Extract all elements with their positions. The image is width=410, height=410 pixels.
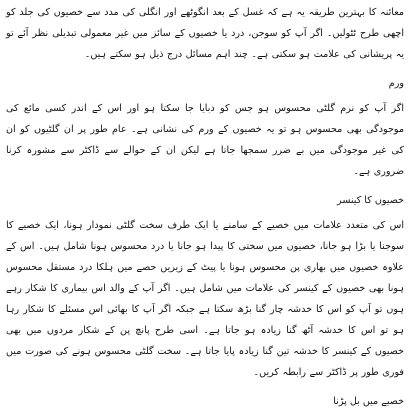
spacer (6, 383, 404, 391)
section-body-testicular-cancer: اس کی متعدد علامات میں خصیے کے سامنے یا ایک طرف سخت گلٹی نمودار ہونا، ایک خصیے کا سوجنا یا بڑا ہو جانا، خصیوں میں سختی کا پیدا ہو جانا یا درد محسوس ہونا شامل ہیں۔ اس کے علاوہ خصیوں میں بھاری پن محسوس ہونا یا پیٹ کے زیریں حصے میں ہلکا درد مستقل محسوس ہونا بھی خصیوں کے کینسر کی علامات میں شامل ہیں۔ اگر آپ کے والد اس بیماری کا شکار رہے ہوں تو آپ کو اس کا خدشہ چار گنا بڑھ سکتا ہے جبکہ اگر آپ کا بھائی اس مسئلے کا شکار رہا ہو تو اس کا خدشہ آٹھ گنا زیادہ ہو جاتا ہے۔ اسی طرح پانچ پن کے شکار مردوں میں بھی خصیوں کے کینسر کا خدشہ تین گنا زیادہ پایا جاتا ہے۔ سخت گلٹی محسوس ہونے کی صورت میں فوری طور پر ڈاکٹر سے رابطہ کریں۔ (6, 220, 404, 378)
spacer (6, 182, 404, 190)
section-heading-torsion: خصیے میں بل پڑنا (333, 396, 404, 407)
section-heading-swelling: ورم (388, 78, 404, 89)
section-heading-testicular-cancer: خصیوں کا کینسر (337, 195, 404, 206)
spacer (6, 65, 404, 73)
section-body-swelling: اگر آپ کو نرم گلٹی محسوس ہو جس کو دبایا جا سکتا ہو اور اس کے اندر کسی مائع کی موجودگی بھی محسوس ہو تو یہ خصیوں کے ورم کی نشانی ہے۔ عام طور پر ان گلٹیوں کو ان کی غیر موجودگی میں بے ضرر سمجھا جاتا ہے لیکن ان کے حوالے سے ڈاکٹر سے مشورہ کرنا ضروری ہے۔ (6, 103, 404, 177)
intro-paragraph: معائنہ کا بہترین طریقہ یہ ہے کہ غسل کے بعد انگوٹھے اور انگلی کی مدد سے خصیوں کی جلد کو اچھی طرح ٹٹولیں۔ اگر آپ کو سوجن، درد یا خصیوں کے سائز میں غیر معمولی تبدیلی نظر آئے تو یہ پریشانی کی علامت ہو سکتی ہے۔ چند اہم مسائل درج ذیل ہو سکتے ہیں۔ (6, 7, 404, 60)
